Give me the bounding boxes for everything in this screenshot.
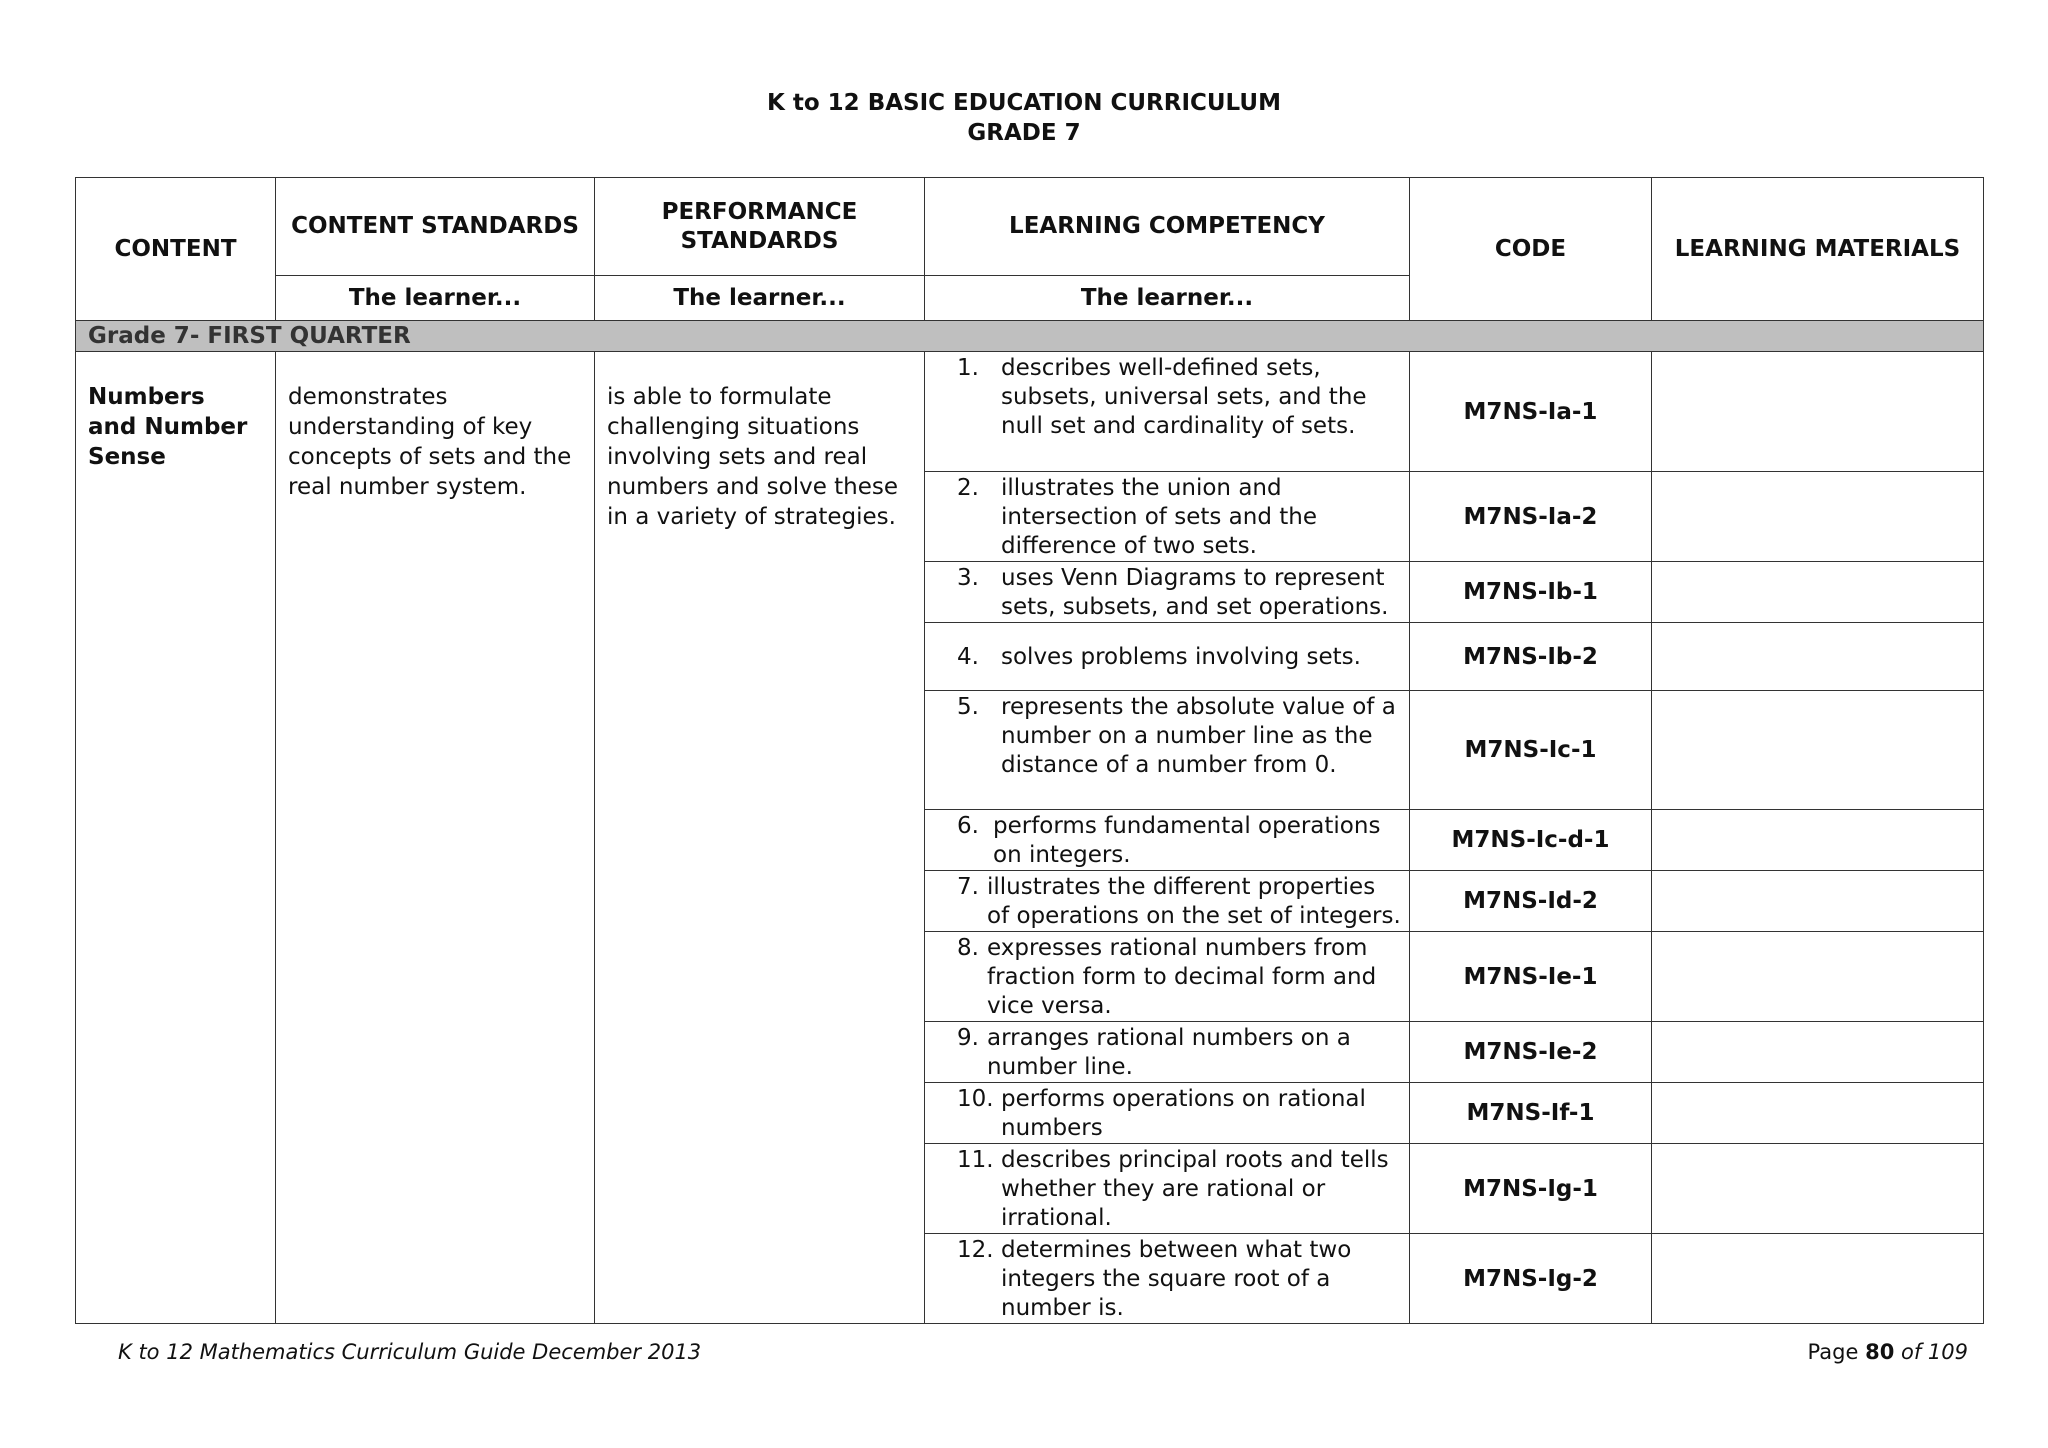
competency-cell <box>925 1083 1410 1144</box>
competency-text: represents the absolute value of a number on a number line as the distance of a number from 0. <box>1001 694 1396 778</box>
code-cell: M7NS-Ig-1 <box>1410 1144 1652 1234</box>
competency-number: 10. <box>957 1086 994 1112</box>
quarter-label: Grade 7- FIRST QUARTER <box>76 321 1984 352</box>
competency-cell <box>925 691 1410 810</box>
header-learning-competency: LEARNING COMPETENCY <box>925 178 1410 276</box>
competency-cell <box>925 562 1410 623</box>
competency-text: expresses rational numbers from fraction form to decimal form and vice versa. <box>987 935 1377 1019</box>
competency-number: 9. <box>957 1025 979 1051</box>
content-cell: Numbers and Number Sense <box>76 352 276 1324</box>
competency-text: performs fundamental operations on integers. <box>993 813 1381 868</box>
code-cell: M7NS-Ib-1 <box>1410 562 1652 623</box>
materials-cell <box>1652 1144 1984 1234</box>
competency-text: illustrates the union and intersection of sets and the difference of two sets. <box>1001 475 1317 559</box>
competency-text: describes principal roots and tells whether they are rational or irrational. <box>1001 1147 1389 1231</box>
title-line-1: K to 12 BASIC EDUCATION CURRICULUM <box>767 90 1281 116</box>
document-title <box>0 88 2048 148</box>
competency-cell <box>925 352 1410 472</box>
competency-cell <box>925 871 1410 932</box>
code-cell: M7NS-Ic-1 <box>1410 691 1652 810</box>
competency-number: 2. <box>957 475 979 501</box>
materials-cell <box>1652 562 1984 623</box>
header-performance-standards: PERFORMANCE STANDARDS <box>595 178 925 276</box>
page-number: 80 <box>1865 1340 1895 1364</box>
competency-cell <box>925 1144 1410 1234</box>
code-cell: M7NS-Ie-1 <box>1410 932 1652 1022</box>
competency-cell <box>925 623 1410 691</box>
competency-text: describes well-defined sets, subsets, universal sets, and the null set and cardinality of sets. <box>1001 355 1367 439</box>
competency-number: 12. <box>957 1237 994 1263</box>
materials-cell <box>1652 472 1984 562</box>
performance-standard-cell: is able to formulate challenging situations involving sets and real numbers and solve these in a variety of strategies. <box>595 352 925 1324</box>
materials-cell <box>1652 623 1984 691</box>
subheader-performance-standards: The learner... <box>595 276 925 321</box>
materials-cell <box>1652 1022 1984 1083</box>
competency-number: 3. <box>957 565 979 591</box>
code-cell: M7NS-Ia-2 <box>1410 472 1652 562</box>
competency-number: 8. <box>957 935 979 961</box>
competency-number: 5. <box>957 694 979 720</box>
competency-cell <box>925 1234 1410 1324</box>
competency-number: 7. <box>957 874 979 900</box>
header-content-standards: CONTENT STANDARDS <box>276 178 595 276</box>
materials-cell <box>1652 932 1984 1022</box>
page-total: of 109 <box>1901 1340 1968 1364</box>
competency-text: performs operations on rational numbers <box>1001 1086 1366 1141</box>
title-line-2: GRADE 7 <box>967 120 1081 146</box>
competency-cell <box>925 932 1410 1022</box>
code-cell: M7NS-Ib-2 <box>1410 623 1652 691</box>
competency-text: solves problems involving sets. <box>1001 644 1361 670</box>
header-learning-materials: LEARNING MATERIALS <box>1652 178 1984 321</box>
competency-text: illustrates the different properties of operations on the set of integers. <box>987 874 1401 929</box>
materials-cell <box>1652 352 1984 472</box>
code-cell: M7NS-If-1 <box>1410 1083 1652 1144</box>
competency-number: 1. <box>957 355 979 381</box>
materials-cell <box>1652 1083 1984 1144</box>
competency-text: determines between what two integers the square root of a number is. <box>1001 1237 1352 1321</box>
footer-page-number <box>1808 1340 1968 1364</box>
competency-cell <box>925 810 1410 871</box>
subheader-learning-competency: The learner... <box>925 276 1410 321</box>
table-row <box>76 352 1984 472</box>
code-cell: M7NS-Ia-1 <box>1410 352 1652 472</box>
curriculum-table <box>75 177 1984 1324</box>
competency-number: 6. <box>957 813 979 839</box>
code-cell: M7NS-Ig-2 <box>1410 1234 1652 1324</box>
materials-cell <box>1652 691 1984 810</box>
code-cell: M7NS-Id-2 <box>1410 871 1652 932</box>
competency-number: 4. <box>957 644 979 670</box>
subheader-content-standards: The learner... <box>276 276 595 321</box>
header-content: CONTENT <box>76 178 276 321</box>
materials-cell <box>1652 1234 1984 1324</box>
materials-cell <box>1652 810 1984 871</box>
footer-guide-title: K to 12 Mathematics Curriculum Guide December 2013 <box>118 1340 702 1364</box>
competency-cell <box>925 1022 1410 1083</box>
competency-text: uses Venn Diagrams to represent sets, subsets, and set operations. <box>1001 565 1389 620</box>
code-cell: M7NS-Ie-2 <box>1410 1022 1652 1083</box>
content-standard-cell: demonstrates understanding of key concepts of sets and the real number system. <box>276 352 595 1324</box>
competency-number: 11. <box>957 1147 994 1173</box>
code-cell: M7NS-Ic-d-1 <box>1410 810 1652 871</box>
competency-cell <box>925 472 1410 562</box>
competency-text: arranges rational numbers on a number line. <box>987 1025 1351 1080</box>
page-prefix: Page <box>1807 1340 1859 1364</box>
header-code: CODE <box>1410 178 1652 321</box>
materials-cell <box>1652 871 1984 932</box>
